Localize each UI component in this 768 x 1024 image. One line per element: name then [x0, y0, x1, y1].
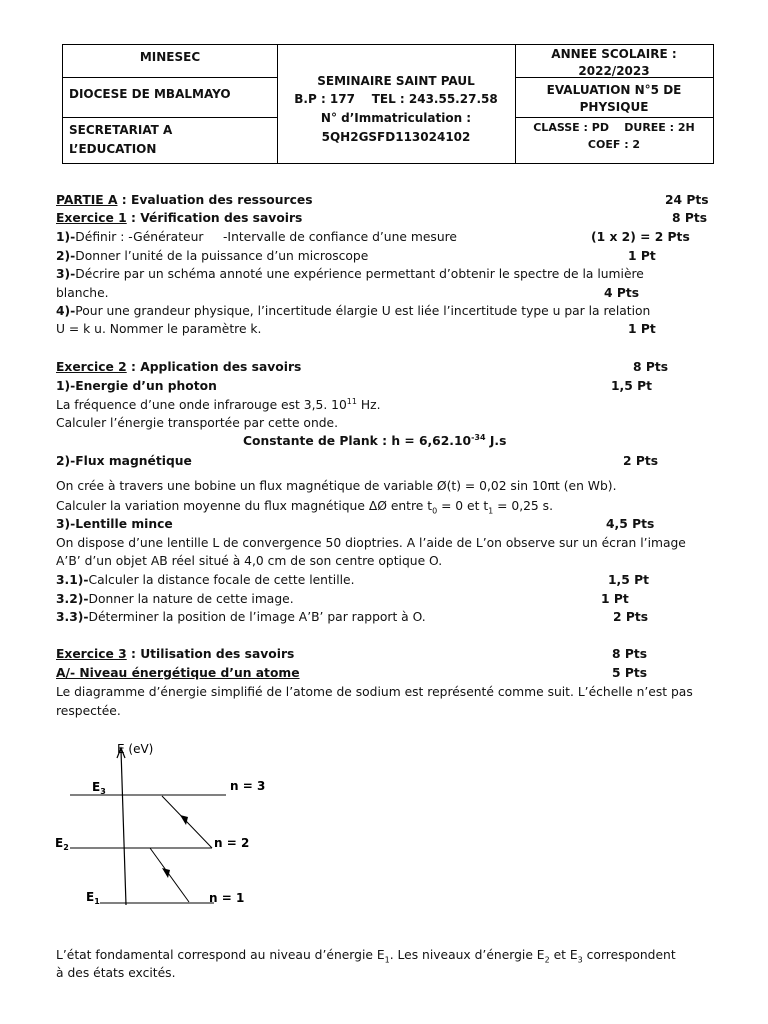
evaluation-line2: PHYSIQUE [579, 100, 649, 114]
exercise1-points: 8 Pts [672, 211, 708, 225]
magnetic-flux-title: 2)-Flux magnétique [56, 454, 192, 468]
exercise3-heading: Exercice 3 : Utilisation des savoirs [56, 647, 295, 661]
ex1-question1-points: (1 x 2) = 2 Pts [591, 230, 690, 244]
ex1-question4-cont: U = k u. Nommer le paramètre k. [56, 322, 262, 336]
level-e3-label: $E_3$ [92, 780, 106, 796]
lens-question-3-1-points: 1,5 Pt [608, 573, 649, 587]
class-duration: CLASSE : PD DUREE : 2H [533, 121, 695, 134]
photon-frequency-text: La fréquence d’une onde infrarouge est 3,5. $10^{11}$ Hz. [56, 396, 381, 412]
ministry: MINESEC [139, 50, 201, 64]
ex1-question2-points: 1 Pt [628, 249, 656, 263]
exercise3-points: 8 Pts [612, 647, 648, 661]
partie-a-heading: PARTIE A : Evaluation des ressources [56, 193, 313, 207]
lens-question-3-3-points: 2 Pts [613, 610, 649, 624]
header-table [62, 44, 714, 164]
exercise2-heading: Exercice 2 : Application des savoirs [56, 360, 302, 374]
ex1-question3: 3)-Décrire par un schéma annoté une expérience permettant d’obtenir le spectre de la lumière [56, 267, 644, 281]
school-name: SEMINAIRE SAINT PAUL [317, 74, 475, 88]
lens-question-3-2: 3.2)-Donner la nature de cette image. [56, 592, 294, 606]
ex1-question4-points: 1 Pt [628, 322, 656, 336]
diocese: DIOCESE DE MBALMAYO [69, 87, 231, 101]
excited-states-text: à des états excités. [56, 966, 176, 980]
school-contact: B.P : 177 TEL : 243.55.27.58 [294, 92, 498, 106]
level-n1-label: n = 1 [209, 891, 245, 905]
magnetic-flux-question: Calculer la variation moyenne du flux magnétique ΔØ entre $t_0 = 0$ et $t_1 = 0,25$ s. [56, 499, 553, 516]
magnetic-flux-text: On crée à travers une bobine un flux magnétique de variable Ø(t) = 0,02 sin 10πt (en Wb). [56, 479, 617, 493]
planck-constant: Constante de Plank : $h = 6,62.10^{-34}$ J.s [243, 432, 507, 448]
level-e2-label: $E_2$ [55, 836, 69, 852]
energy-level-title: A/- Niveau énergétique d’un atome [56, 666, 300, 680]
exercise1-heading: Exercice 1 : Vérification des savoirs [56, 211, 303, 225]
immatriculation-label: N° d’Immatriculation : [320, 111, 472, 125]
thin-lens-points: 4,5 Pts [606, 517, 655, 531]
ex1-question3-cont: blanche. [56, 286, 109, 300]
school-year-value: 2022/2023 [578, 64, 650, 78]
magnetic-flux-points: 2 Pts [623, 454, 659, 468]
evaluation-line1: EVALUATION N°5 DE [546, 83, 682, 97]
school-year-label: ANNEE SCOLAIRE : [551, 47, 677, 61]
lens-question-3-1: 3.1)-Calculer la distance focale de cette lentille. [56, 573, 355, 587]
thin-lens-text: On dispose d’une lentille L de convergence 50 dioptries. A l’aide de L’on observe sur un écran l’image [56, 536, 686, 550]
level-n2-label: n = 2 [214, 836, 250, 850]
exercise2-points: 8 Pts [633, 360, 669, 374]
ground-state-text: L’état fondamental correspond au niveau d’énergie $E_1$. Les niveaux d’énergie $E_2$ et $E_3$ correspondent [56, 948, 676, 965]
secretariat-line1: SECRETARIAT A [69, 123, 173, 137]
immatriculation-value: 5QH2GSFD113024102 [321, 130, 471, 144]
ex1-question4: 4)-Pour une grandeur physique, l’incertitude élargie U est liée l’incertitude type u par la relation [56, 304, 651, 318]
secretariat-line2: L’EDUCATION [69, 142, 157, 156]
lens-question-3-3: 3.3)-Déterminer la position de l’image A’B’ par rapport à O. [56, 610, 426, 624]
photon-energy-title: 1)-Energie d’un photon [56, 379, 217, 393]
lens-question-3-2-points: 1 Pt [601, 592, 629, 606]
axis-label: E (eV) [117, 742, 154, 756]
energy-level-diagram [0, 730, 768, 910]
energy-level-points: 5 Pts [612, 666, 648, 680]
level-n3-label: n = 3 [230, 779, 266, 793]
photon-energy-question: Calculer l’énergie transportée par cette onde. [56, 416, 339, 430]
photon-energy-points: 1,5 Pt [611, 379, 652, 393]
thin-lens-title: 3)-Lentille mince [56, 517, 173, 531]
energy-diagram-intro-cont: respectée. [56, 704, 121, 718]
ex1-question3-points: 4 Pts [604, 286, 640, 300]
energy-diagram-intro: Le diagramme d’énergie simplifié de l’atome de sodium est représenté comme suit. L’échelle n’est pas [56, 685, 693, 699]
ex1-question1: 1)-Définir : -Générateur -Intervalle de confiance d’une mesure [56, 230, 457, 244]
ex1-question2: 2)-Donner l’unité de la puissance d’un microscope [56, 249, 369, 263]
coefficient: COEF : 2 [587, 138, 641, 151]
thin-lens-text-cont: A’B’ d’un objet AB réel situé à 4,0 cm de son centre optique O. [56, 554, 443, 568]
partie-a-points: 24 Pts [665, 193, 709, 207]
level-e1-label: $E_1$ [86, 890, 100, 906]
